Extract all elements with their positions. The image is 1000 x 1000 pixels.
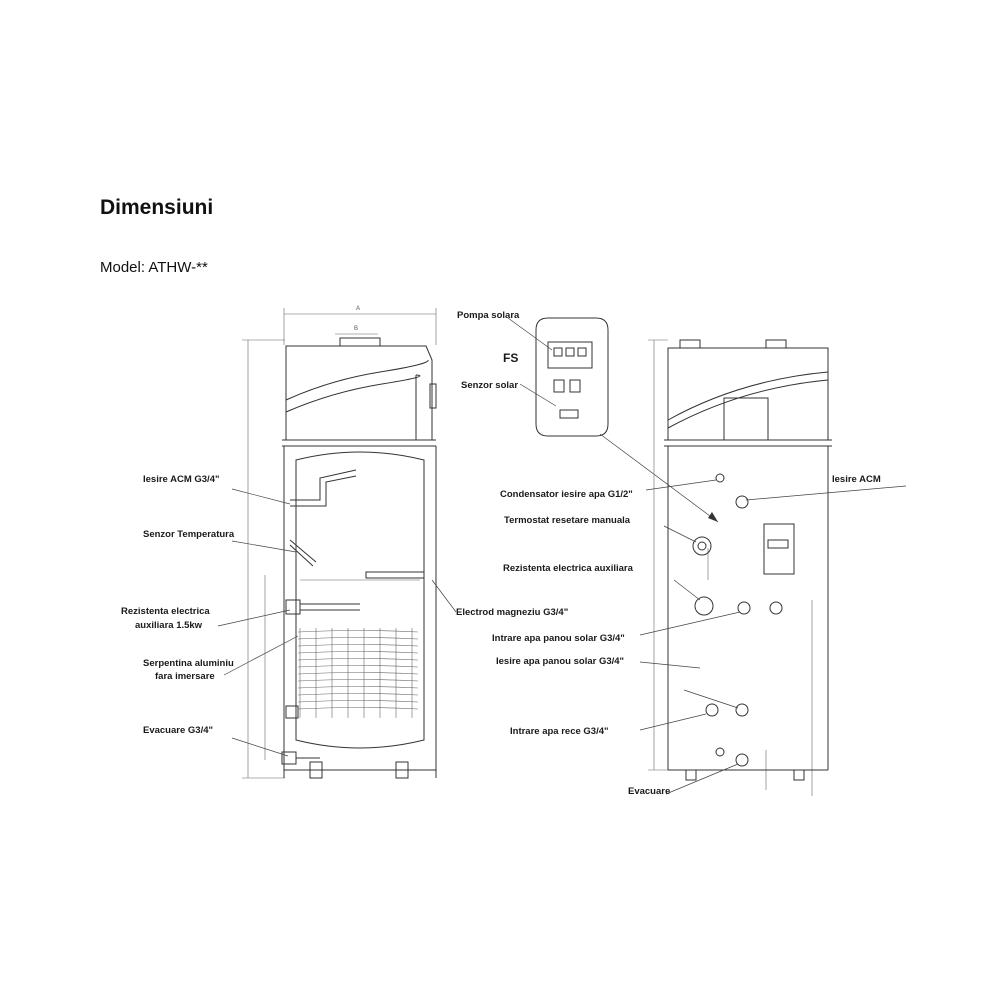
label-intrare-panou: Intrare apa panou solar G3/4" bbox=[492, 633, 625, 644]
label-rezistenta-1: Rezistenta electrica bbox=[121, 606, 210, 617]
acm-outlet bbox=[736, 496, 748, 508]
label-electrod: Electrod magneziu G3/4" bbox=[456, 607, 569, 618]
model-label: Model: ATHW-** bbox=[100, 259, 208, 276]
control-panel bbox=[764, 524, 794, 574]
label-iesire-panou: Iesire apa panou solar G3/4" bbox=[496, 656, 625, 667]
label-iesire-acm-right: Iesire ACM bbox=[832, 474, 881, 485]
heating-coil bbox=[298, 628, 418, 718]
label-iesire-acm: Iesire ACM G3/4" bbox=[143, 474, 220, 485]
right-view bbox=[492, 340, 906, 797]
label-evacuare: Evacuare G3/4" bbox=[143, 725, 213, 736]
condenser-outlet bbox=[716, 474, 724, 482]
magnesium-electrode bbox=[366, 572, 424, 578]
label-termostat: Termostat resetare manuala bbox=[504, 515, 631, 526]
dim-a-label: A bbox=[356, 306, 361, 312]
top-outlet bbox=[340, 338, 380, 346]
label-pompa-solara: Pompa solara bbox=[457, 310, 520, 321]
page-title: Dimensiuni bbox=[100, 196, 214, 219]
label-serpentina-2: fara imersare bbox=[155, 671, 215, 682]
tank bbox=[296, 452, 424, 748]
thermostat bbox=[693, 537, 711, 555]
label-condensator: Condensator iesire apa G1/2" bbox=[500, 489, 633, 500]
top-unit-housing bbox=[286, 346, 432, 440]
label-senzor-temperatura: Senzor Temperatura bbox=[143, 529, 235, 540]
label-fs: FS bbox=[503, 351, 519, 365]
dim-b-label: B bbox=[354, 326, 359, 332]
label-intrare-rece: Intrare apa rece G3/4" bbox=[510, 726, 609, 737]
left-view bbox=[121, 306, 568, 778]
label-rezistenta-auxiliara: Rezistenta electrica auxiliara bbox=[503, 563, 633, 574]
label-rezistenta-2: auxiliara 1.5kw bbox=[135, 620, 203, 631]
label-serpentina-1: Serpentina aluminiu bbox=[143, 658, 234, 669]
aux-heater bbox=[695, 597, 713, 615]
label-evacuare-right: Evacuare bbox=[628, 786, 671, 797]
label-senzor-solar: Senzor solar bbox=[461, 380, 519, 391]
right-top-unit bbox=[668, 348, 828, 440]
